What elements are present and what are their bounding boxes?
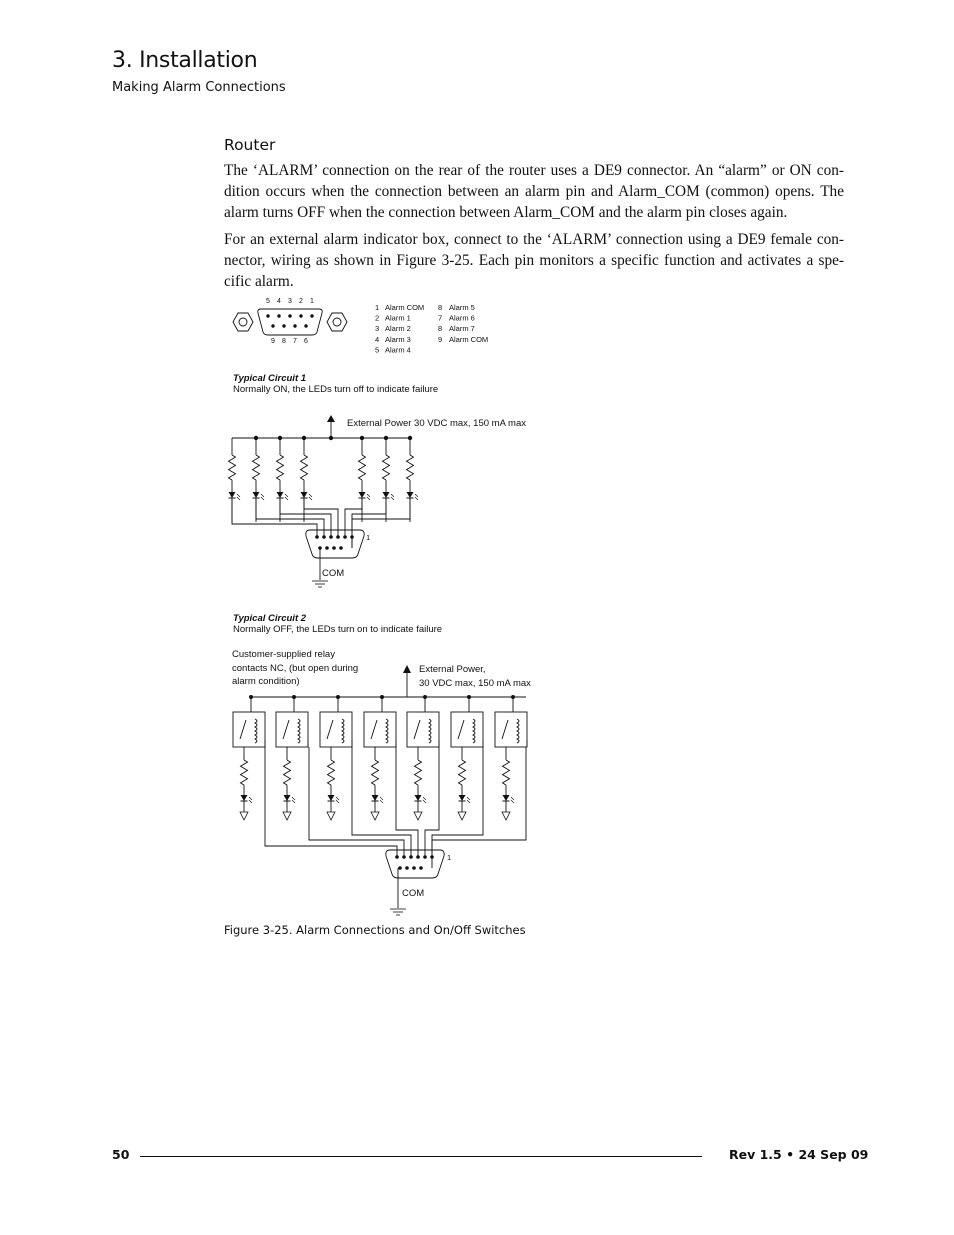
relay-contact-icon [495, 712, 527, 747]
circuit1-pin1-label: 1 [366, 533, 371, 542]
led-icon [301, 492, 313, 500]
pin-table-number: 3 [375, 324, 380, 334]
relay-contact-icon [233, 712, 265, 747]
pin-table-number: 4 [375, 334, 380, 344]
circuit1-com-label: COM [322, 568, 345, 579]
circuit1-power-label: External Power 30 VDC max, 150 mA max [347, 418, 526, 429]
ground-icon [312, 581, 328, 587]
revision-label: Rev 1.5 • 24 Sep 09 [729, 1147, 869, 1162]
circuit2-power-label-2: 30 VDC max, 150 mA max [419, 678, 531, 689]
pin-table-name: Alarm 7 [449, 324, 475, 334]
relay-note-line-1: Customer-supplied relay [232, 649, 335, 660]
pin-table-number: 8 [438, 324, 443, 334]
led-icon [383, 492, 395, 500]
body-paragraph-2: For an external alarm indicator box, connect to the ‘ALARM’ connection using a DE9 female con-nector, wiring as shown in Figure 3-25. Each pin monitors a specific function and activates a spe-cific alarm. [224, 231, 844, 290]
led-icon [415, 795, 427, 803]
circuit2-subtitle: Normally OFF, the LEDs turn on to indicate failure [233, 624, 443, 635]
led-icon [277, 492, 289, 500]
relay-contact-icon [364, 712, 396, 747]
pin-table-name: Alarm COM [385, 303, 425, 312]
led-icon [407, 492, 419, 500]
pin-number: 7 [293, 338, 297, 345]
circuit1-subtitle: Normally ON, the LEDs turn off to indicate failure [233, 384, 439, 395]
circuit2-pin1-label: 1 [447, 853, 452, 862]
pin-number: 4 [277, 298, 281, 305]
pin-table-name: Alarm 5 [449, 303, 475, 312]
relay-contact-icon [276, 712, 308, 747]
section-subtitle: Making Alarm Connections [112, 80, 286, 95]
circuit2-title: Typical Circuit 2 [233, 613, 307, 624]
body-paragraph-1: The ‘ALARM’ connection on the rear of the router uses a DE9 connector. An “alarm” or ON con-dition occurs when the connection between an alarm pin and Alarm_COM (common) opens. The alarm turns OFF when the connection between Alarm_COM and the alarm pin closes again. [224, 162, 844, 221]
pin-table-name: Alarm 2 [385, 324, 411, 334]
pin-table-number: 8 [438, 303, 443, 312]
section-heading: Router [224, 136, 276, 154]
led-icon [284, 795, 296, 803]
pin-table-name: Alarm 6 [449, 313, 475, 323]
led-icon [229, 492, 241, 500]
circuit2-power-label-1: External Power, [419, 664, 486, 675]
pin-table-number: 5 [375, 345, 380, 355]
circuit1-title: Typical Circuit 1 [233, 373, 307, 384]
relay-note-line-2: contacts NC, (but open during [232, 663, 359, 674]
page-number: 50 [112, 1147, 130, 1162]
pin-number: 2 [299, 298, 303, 305]
led-icon [359, 492, 371, 500]
ground-icon [390, 909, 406, 915]
pin-number: 5 [266, 298, 270, 305]
de9-connector-diagram [233, 298, 347, 345]
pin-number: 8 [282, 338, 286, 345]
led-icon [503, 795, 515, 803]
led-icon [372, 795, 384, 803]
pin-table-number: 9 [438, 334, 443, 344]
footer-rule [140, 1156, 702, 1157]
pin-table-number: 7 [438, 313, 443, 323]
pin-number: 6 [304, 338, 308, 345]
chapter-title: 3. Installation [112, 48, 258, 73]
typical-circuit-2 [232, 613, 531, 915]
relay-note-line-3: alarm condition) [232, 676, 300, 687]
pin-table-name: Alarm 4 [385, 345, 411, 355]
pin-table-name: Alarm COM [449, 334, 489, 344]
typical-circuit-1 [229, 373, 527, 587]
relay-contact-icon [451, 712, 483, 747]
pin-assignment-table [375, 303, 488, 354]
led-icon [241, 795, 253, 803]
relay-contact-icon [320, 712, 352, 747]
pin-number: 1 [310, 298, 314, 305]
pin-table-name: Alarm 1 [385, 313, 411, 323]
relay-contact-icon [407, 712, 439, 747]
pin-number: 9 [271, 338, 275, 345]
pin-table-number: 2 [375, 313, 380, 323]
circuit2-com-label: COM [402, 888, 425, 899]
pin-table-number: 1 [375, 303, 380, 312]
pin-table-name: Alarm 3 [385, 334, 411, 344]
led-icon [328, 795, 340, 803]
led-icon [253, 492, 265, 500]
led-icon [459, 795, 471, 803]
figure-caption: Figure 3-25. Alarm Connections and On/Off Switches [224, 923, 526, 937]
pin-number: 3 [288, 298, 292, 305]
